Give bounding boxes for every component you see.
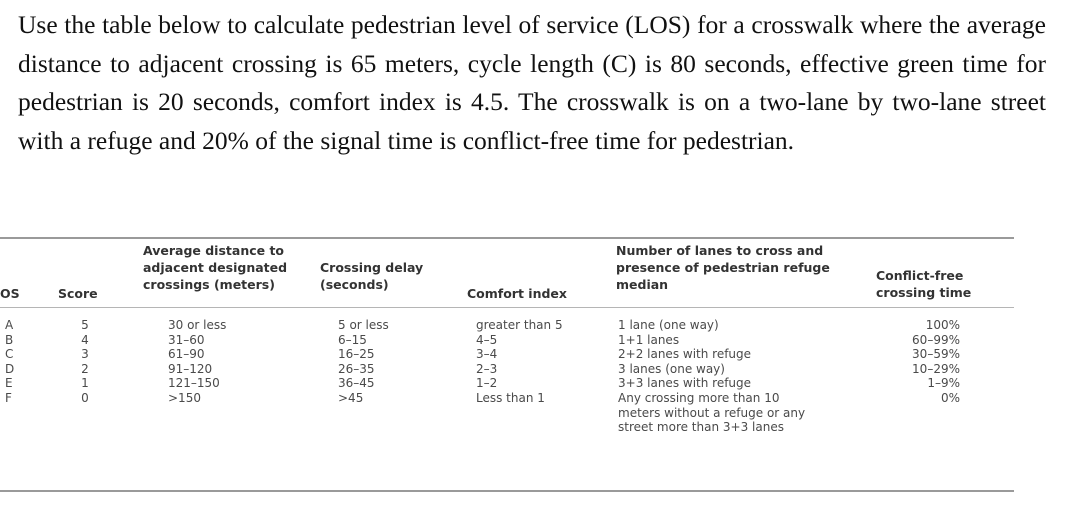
column-delay: 5 or less 6–15 16–25 26–35 36–45 >45: [338, 318, 389, 405]
column-lanes: 1 lane (one way) 1+1 lanes 2+2 lanes with refuge 3 lanes (one way) 3+3 lanes with refuge Any crossing more than 10 meters without a refuge or any street more than 3+3 lanes: [618, 318, 806, 435]
header-comfort: Comfort index: [467, 286, 567, 301]
column-los: A B C D E F: [5, 318, 15, 405]
header-conflict: Conflict-free crossing time: [876, 268, 972, 300]
header-rule: [0, 307, 1014, 308]
los-table: [0, 232, 1014, 494]
header-lanes: Number of lanes to cross and presence of pedestrian refuge median: [616, 243, 830, 292]
column-comfort: greater than 5 4–5 3–4 2–3 1–2 Less than 1: [476, 318, 563, 405]
table-top-rule: [0, 237, 1014, 239]
question-text: Use the table below to calculate pedestrian level of service (LOS) for a crosswalk where the average distance to adjacent crossing is 65 meters, cycle length (C) is 80 seconds, effective green time for pedestrian is 20 seconds, comfort index is 4.5. The crosswalk is on a two-lane by two-lane street with a refuge and 20% of the signal time is conflict-free time for pedestrian.: [18, 10, 1046, 155]
header-los: OS: [0, 286, 20, 301]
header-distance: Average distance to adjacent designated crossings (meters): [143, 243, 288, 292]
column-conflict: 100% 60–99% 30–59% 10–29% 1–9% 0%: [912, 318, 960, 405]
column-score: 5 4 3 2 1 0: [81, 318, 89, 405]
table-bottom-rule: [0, 490, 1014, 492]
header-delay: Crossing delay (seconds): [320, 260, 424, 292]
column-distance: 30 or less 31–60 61–90 91–120 121–150 >150: [168, 318, 227, 405]
header-score: Score: [58, 286, 98, 301]
